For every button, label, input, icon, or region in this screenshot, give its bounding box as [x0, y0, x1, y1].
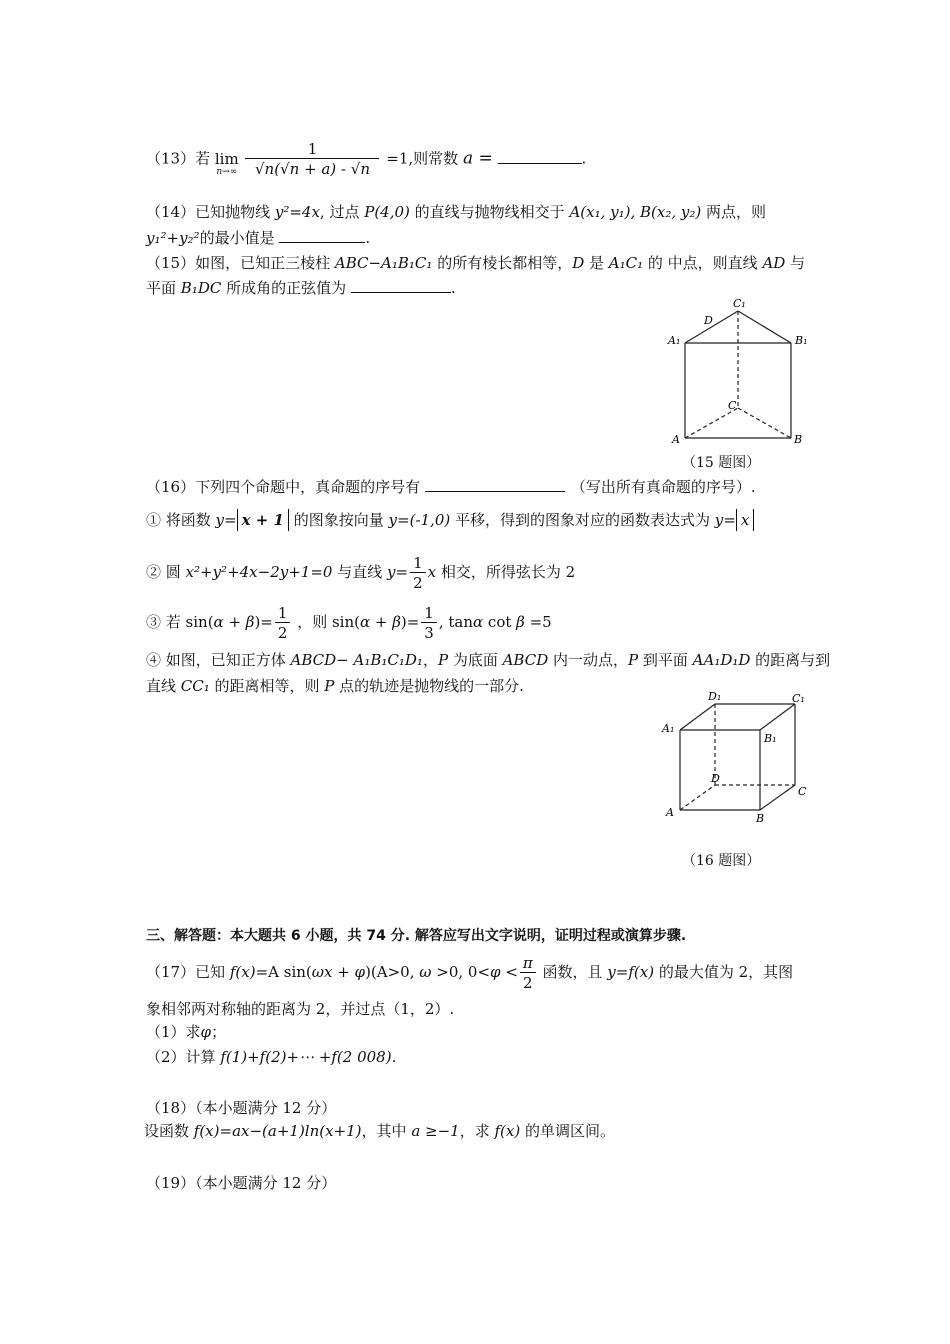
q13-numerator: 1 [245, 140, 379, 159]
q17-text: 函数，且 [537, 963, 608, 981]
fig16-label-c: C [798, 785, 807, 798]
fig16-label-b1: B₁ [764, 732, 777, 745]
q18-condition: a ≥−1 [411, 1122, 460, 1140]
q17-frac-den: 2 [523, 973, 533, 992]
q13-end: . [581, 149, 587, 168]
q16-prop2 [146, 550, 575, 594]
q16-point-p: P [324, 677, 335, 695]
q15-text: （15）如图，已知正三棱柱 [146, 254, 335, 272]
q13-rest: =1,则常数 [386, 149, 459, 168]
q16-cube: ABCD− A₁B₁C₁D₁ [290, 651, 423, 669]
q13-var: a = [462, 148, 493, 169]
q17-text: （1）求 [146, 1023, 201, 1041]
q14-line1 [146, 202, 766, 222]
q17-text: >0, 0< [431, 963, 491, 981]
q14-text: （14）已知抛物线 [146, 203, 275, 221]
q17-text: （2）计算 [146, 1048, 221, 1066]
q18-text: ，求 [459, 1122, 495, 1140]
q15-plane: B₁DC [180, 279, 222, 297]
q18-line1 [144, 1121, 615, 1141]
q17-fx: f(x) [229, 963, 256, 981]
q17-yfx: y=f(x) [607, 963, 655, 981]
q16-text: 内一动点， [548, 651, 629, 669]
q15-prism: ABC−A₁B₁C₁ [334, 254, 433, 272]
fig15-label-b1: B₁ [795, 334, 808, 347]
q16-vector: y=(-1,0) [388, 511, 451, 529]
q15-ad: AD [762, 254, 786, 272]
q15-a1c1: A₁C₁ [608, 254, 644, 272]
q16-prop4-line1 [146, 650, 830, 670]
q17-sum: f(1)+f(2)+⋯ +f(2 008). [220, 1048, 397, 1066]
q13-line [146, 140, 586, 179]
q16-text: 平移，得到的图象对应的函数表达式为 [450, 511, 715, 529]
q16-text: y= [215, 511, 237, 529]
q16-text: 相交，所得弦长为 2 [436, 563, 576, 581]
q16-beta: β [516, 613, 525, 631]
q17-sub1 [146, 1022, 226, 1042]
q16-frac-num: 1 [275, 604, 291, 623]
fig15-label-a1: A₁ [668, 334, 681, 347]
fig15-label-d: D [704, 314, 713, 327]
fig15-label-b: B [794, 433, 803, 446]
fig15-label-c1: C₁ [733, 297, 746, 310]
q14-points: A(x₁, y₁), B(x₂, y₂) [569, 203, 702, 221]
q18-text: 设函数 [144, 1122, 194, 1140]
q13-answer-blank[interactable] [498, 149, 582, 164]
q16-text: ② 圆 [146, 563, 186, 581]
q16-caption: （16 题图） [682, 853, 761, 869]
q16-angle: α + β [213, 613, 255, 631]
q17-text: =A sin( [255, 963, 312, 981]
q15-text: 所成角的正弦值为 [221, 279, 347, 297]
q15-prism-figure [660, 292, 820, 452]
q16-text: 与直线 [332, 563, 388, 581]
q15-text: 的所有棱长都相等， [432, 254, 573, 272]
q16-text: ，则 sin( [292, 613, 360, 631]
fig16-label-d: D [711, 772, 720, 785]
q15-line1 [146, 253, 805, 273]
q15-line2 [146, 278, 456, 298]
q16-plane: AA₁D₁D [692, 651, 751, 669]
fig15-label-a: A [672, 433, 680, 446]
q14-expression: y₁²+y₂² [146, 229, 200, 247]
q15-text: 的 中点，则直线 [643, 254, 763, 272]
fig16-label-c1: C₁ [792, 692, 805, 705]
q17-line1 [146, 950, 793, 994]
q16-text: y= [387, 563, 409, 581]
q16-text: ④ 如图，已知正方体 [146, 651, 291, 669]
q16-text: x [427, 563, 437, 581]
fig16-label-b: B [756, 812, 765, 825]
q16-text: 的图象按向量 [289, 511, 389, 529]
q16-frac-num: 1 [421, 604, 437, 623]
q17-sub2 [146, 1047, 396, 1067]
q16-text: （16）下列四个命题中，真命题的序号有 [146, 478, 425, 496]
q15-text: 与 [785, 254, 806, 272]
q15-text: 是 [584, 254, 609, 272]
q14-point-p: P(4,0) [364, 203, 410, 221]
q16-text: ① 将函数 [146, 511, 216, 529]
q17-omega: ω [419, 963, 432, 981]
q14-answer-blank[interactable] [279, 228, 365, 243]
q14-text: , 过点 [319, 203, 365, 221]
q17-text: )(A>0, [365, 963, 420, 981]
q15-end: . [450, 279, 456, 297]
q14-line2 [146, 228, 370, 248]
q17-phi: φ [490, 963, 501, 981]
q16-cube-figure [660, 690, 820, 830]
q16-text: ， [422, 651, 438, 669]
q16-text: y= [714, 511, 736, 529]
q16-text: , tan [438, 613, 474, 631]
q16-frac-den: 3 [424, 623, 434, 642]
q16-line-cc1: CC₁ [180, 677, 210, 695]
q13-lim-sub: n→∞ [216, 166, 238, 177]
q14-parabola: y²=4x [274, 203, 320, 221]
section3-heading: 三、解答题：本大题共 6 小题，共 74 分. 解答应写出文字说明，证明过程或演算步骤. [146, 928, 687, 944]
q16-text: =5 [524, 613, 552, 631]
fig16-label-a1: A₁ [662, 722, 675, 735]
q16-prop4-line2 [146, 676, 524, 696]
q18-heading: （18）（本小题满分 12 分） [146, 1099, 337, 1117]
q16-point-p: P [628, 651, 639, 669]
q15-answer-blank[interactable] [351, 278, 451, 293]
q16-base: ABCD [502, 651, 549, 669]
q13-lim: lim [214, 149, 239, 168]
q16-point-p: P [437, 651, 449, 669]
q14-text: 的直线与抛物线相交于 [409, 203, 570, 221]
q13-number: （13）若 [146, 149, 211, 168]
q16-abs-x-plus-1: x + 1 [237, 509, 289, 531]
q16-text: cot [483, 613, 517, 631]
q15-caption: （15 题图） [682, 455, 761, 471]
q17-text: < [500, 963, 518, 981]
q14-text: 的最小值是 [199, 229, 275, 247]
q16-angle: α + β [359, 613, 401, 631]
q18-text: 的单调区间。 [520, 1122, 615, 1140]
q17-text: ； [211, 1023, 227, 1041]
q17-text: （17）已知 [146, 963, 230, 981]
q16-intro [146, 477, 756, 497]
q16-text: )= [254, 613, 273, 631]
q19-heading: （19）（本小题满分 12 分） [146, 1174, 337, 1192]
q14-end: . [365, 229, 371, 247]
q16-text: 的距离相等，则 [209, 677, 325, 695]
q14-text: 两点，则 [701, 203, 767, 221]
fig16-label-d1: D₁ [708, 690, 722, 703]
q16-text: 点的轨迹是抛物线的一部分. [334, 677, 524, 695]
q17-frac-num: π [520, 954, 536, 973]
fig16-label-a: A [666, 806, 674, 819]
q16-answer-blank[interactable] [425, 477, 565, 492]
fig15-label-c: C [728, 399, 737, 412]
q16-text: 直线 [146, 677, 181, 695]
q18-fx: f(x)=ax−(a+1)ln(x+1) [193, 1122, 362, 1140]
q16-text: 到平面 [638, 651, 693, 669]
q16-alpha: α [473, 613, 484, 631]
q15-text: 平面 [146, 279, 181, 297]
q17-line2: 象相邻两对称轴的距离为 2，并过点（1，2）. [146, 1000, 455, 1018]
q16-text: 为底面 [448, 651, 503, 669]
q15-d: D [572, 254, 585, 272]
q16-abs-x: x [736, 509, 754, 531]
q16-text: （写出所有真命题的序号）. [570, 478, 756, 496]
q16-text: 的距离与到 [750, 651, 831, 669]
q16-circle: x²+y²+4x−2y+1=0 [185, 563, 333, 581]
q16-text: ③ 若 sin( [146, 613, 214, 631]
q16-prop3 [146, 600, 552, 644]
q16-prop1 [146, 508, 754, 532]
q16-frac-num: 1 [410, 554, 426, 573]
q16-frac-den: 2 [277, 623, 288, 642]
q18-text: ，其中 [361, 1122, 412, 1140]
q17-phase: ωx + φ [311, 963, 366, 981]
q16-frac-den: 2 [413, 573, 423, 592]
q18-fx: f(x) [494, 1122, 521, 1140]
q13-denominator: √n(√n + a) - √n [254, 160, 370, 178]
q16-text: )= [400, 613, 420, 631]
q17-phi: φ [200, 1023, 212, 1041]
q17-text: 的最大值为 2，其图 [654, 963, 794, 981]
